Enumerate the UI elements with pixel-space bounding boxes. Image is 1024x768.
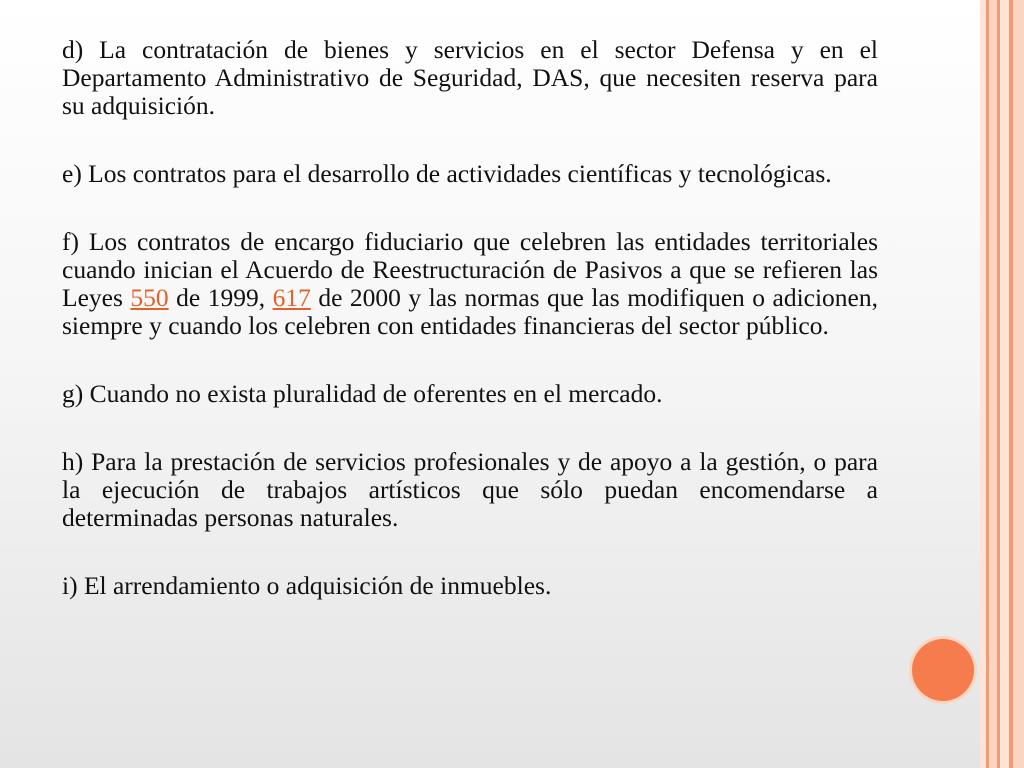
paragraph-i: i) El arrendamiento o adquisición de inmuebles. [62, 571, 552, 600]
paragraph-f-text-2: de 1999, [168, 283, 273, 312]
orange-circle-decoration [912, 639, 974, 701]
paragraph-f-text-1: f) Los contratos de encargo fiduciario que celebren las entidades territoriales cuando inician el Acuerdo de Reestructuración de Pasivos a que se refieren las Leyes [62, 227, 878, 312]
stripe-5 [1000, 0, 1009, 768]
paragraph-d: d) La contratación de bienes y servicios en el sector Defensa y en el Departamento Administrativo de Seguridad, DAS, que necesiten reserva para su adquisición. [62, 35, 878, 120]
slide-body [62, 36, 878, 640]
paragraph-h: h) Para la prestación de servicios profesionales y de apoyo a la gestión, o para la ejecución de trabajos artísticos que sólo puedan encomendarse a determinadas personas naturales. [62, 447, 878, 532]
stripe-3 [989, 0, 997, 768]
paragraph-e: e) Los contratos para el desarrollo de actividades científicas y tecnológicas. [62, 159, 832, 188]
paragraph-f [62, 228, 878, 340]
decorative-side-stripes [980, 0, 1024, 768]
stripe-7 [1013, 0, 1024, 768]
law-550-link[interactable]: 550 [130, 283, 169, 312]
law-617-link[interactable]: 617 [272, 283, 311, 312]
paragraph-f-text-3: de 2000 y las normas que las modifiquen o adicionen, siempre y cuando los celebren con entidades financieras del sector público. [62, 283, 879, 340]
paragraph-g: g) Cuando no exista pluralidad de oferentes en el mercado. [62, 379, 663, 408]
